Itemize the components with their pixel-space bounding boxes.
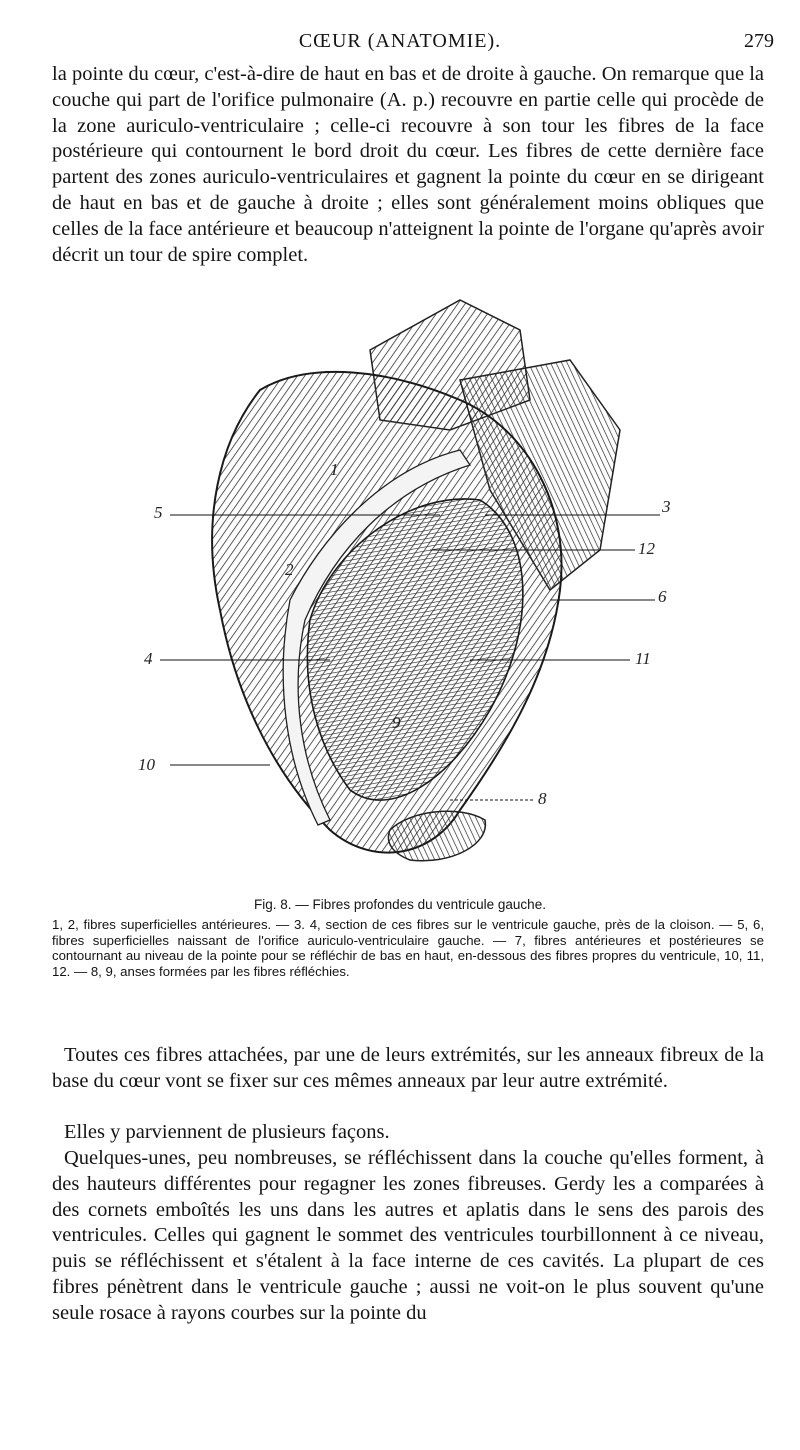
- figure-label-6: 6: [658, 587, 667, 606]
- running-header: [0, 30, 800, 56]
- figure-label-9: 9: [392, 713, 401, 732]
- figure-label-4: 4: [144, 649, 153, 668]
- heart-illustration: [130, 290, 690, 890]
- figure-label-12: 12: [638, 539, 655, 558]
- figure-label-11: 11: [635, 649, 651, 668]
- figure-label-2: 2: [285, 560, 294, 579]
- figure-label-3: 3: [662, 497, 671, 516]
- page-number: 279: [744, 30, 774, 52]
- paragraph-top: la pointe du cœur, c'est-à-dire de haut en bas et de droite à gauche. On remarque que la couche qui part de l'orifice pulmonaire (A. p.) recouvre en partie celle qui procède de la zone auriculo-ventriculaire ; celle-ci recouvre à son tour les fibres de la face postérieure qui contournent le bord droit du cœur. Les fibres de cette dernière face partent des zones auriculo-ventriculaires et gagnent la pointe du cœur en se dirigeant de haut en bas et de gauche à droite ; elles sont généralement moins obliques que celles de la face antérieure et beaucoup n'atteignent la pointe de l'organe qu'après avoir décrit un tour de spire complet.: [52, 63, 764, 266]
- figure-label-10: 10: [138, 755, 155, 774]
- paragraph-4: Quelques-unes, peu nombreuses, se réfléchissent dans la couche qu'elles forment, à des hauteurs différentes pour regagner les zones fibreuses. Gerdy les a comparées à des cornets emboîtés les uns dans les autres et aplatis dans le sens des parois des ventricules. Celles qui gagnent le sommet des ventricules tourbillonnent à ce niveau, puis se réfléchissent et s'étalent à la face interne de ces cavités. La plupart de ces fibres pénètrent dans le ventricule gauche ; aussi ne voit-on le plus souvent qu'une seule rosace à rayons courbes sur la pointe du: [52, 1147, 764, 1324]
- running-title: CŒUR (ANATOMIE).: [298, 30, 502, 52]
- figure-label-1: 1: [330, 460, 339, 479]
- paragraph-2: Toutes ces fibres attachées, par une de leurs extrémités, sur les anneaux fibreux de la base du cœur vont se fixer sur ces mêmes anneaux par leur autre extrémité.: [52, 1044, 764, 1092]
- figure-label-8: 8: [538, 789, 547, 808]
- paragraph-3: Elles y parviennent de plusieurs façons.: [64, 1121, 390, 1143]
- heart-fibers-engraving: [130, 290, 690, 890]
- figure-label-5: 5: [154, 503, 163, 522]
- figure-caption-legend: 1, 2, fibres superficielles antérieures. — 3. 4, section de ces fibres sur le ventricule gauche, près de la cloison. — 5, 6, fibres superficielles naissant de l'orifice auriculo-ventriculaire gauche. — 7, fibres antérieures et postérieures se contournant au niveau de la pointe pour se réfléchir de bas en haut, en-dessous des fibres propres du ventricule, 10, 11, 12. — 8, 9, anses formées par les fibres réfléchies.: [52, 917, 764, 979]
- figure-caption-title: Fig. 8. — Fibres profondes du ventricule gauche.: [254, 897, 546, 912]
